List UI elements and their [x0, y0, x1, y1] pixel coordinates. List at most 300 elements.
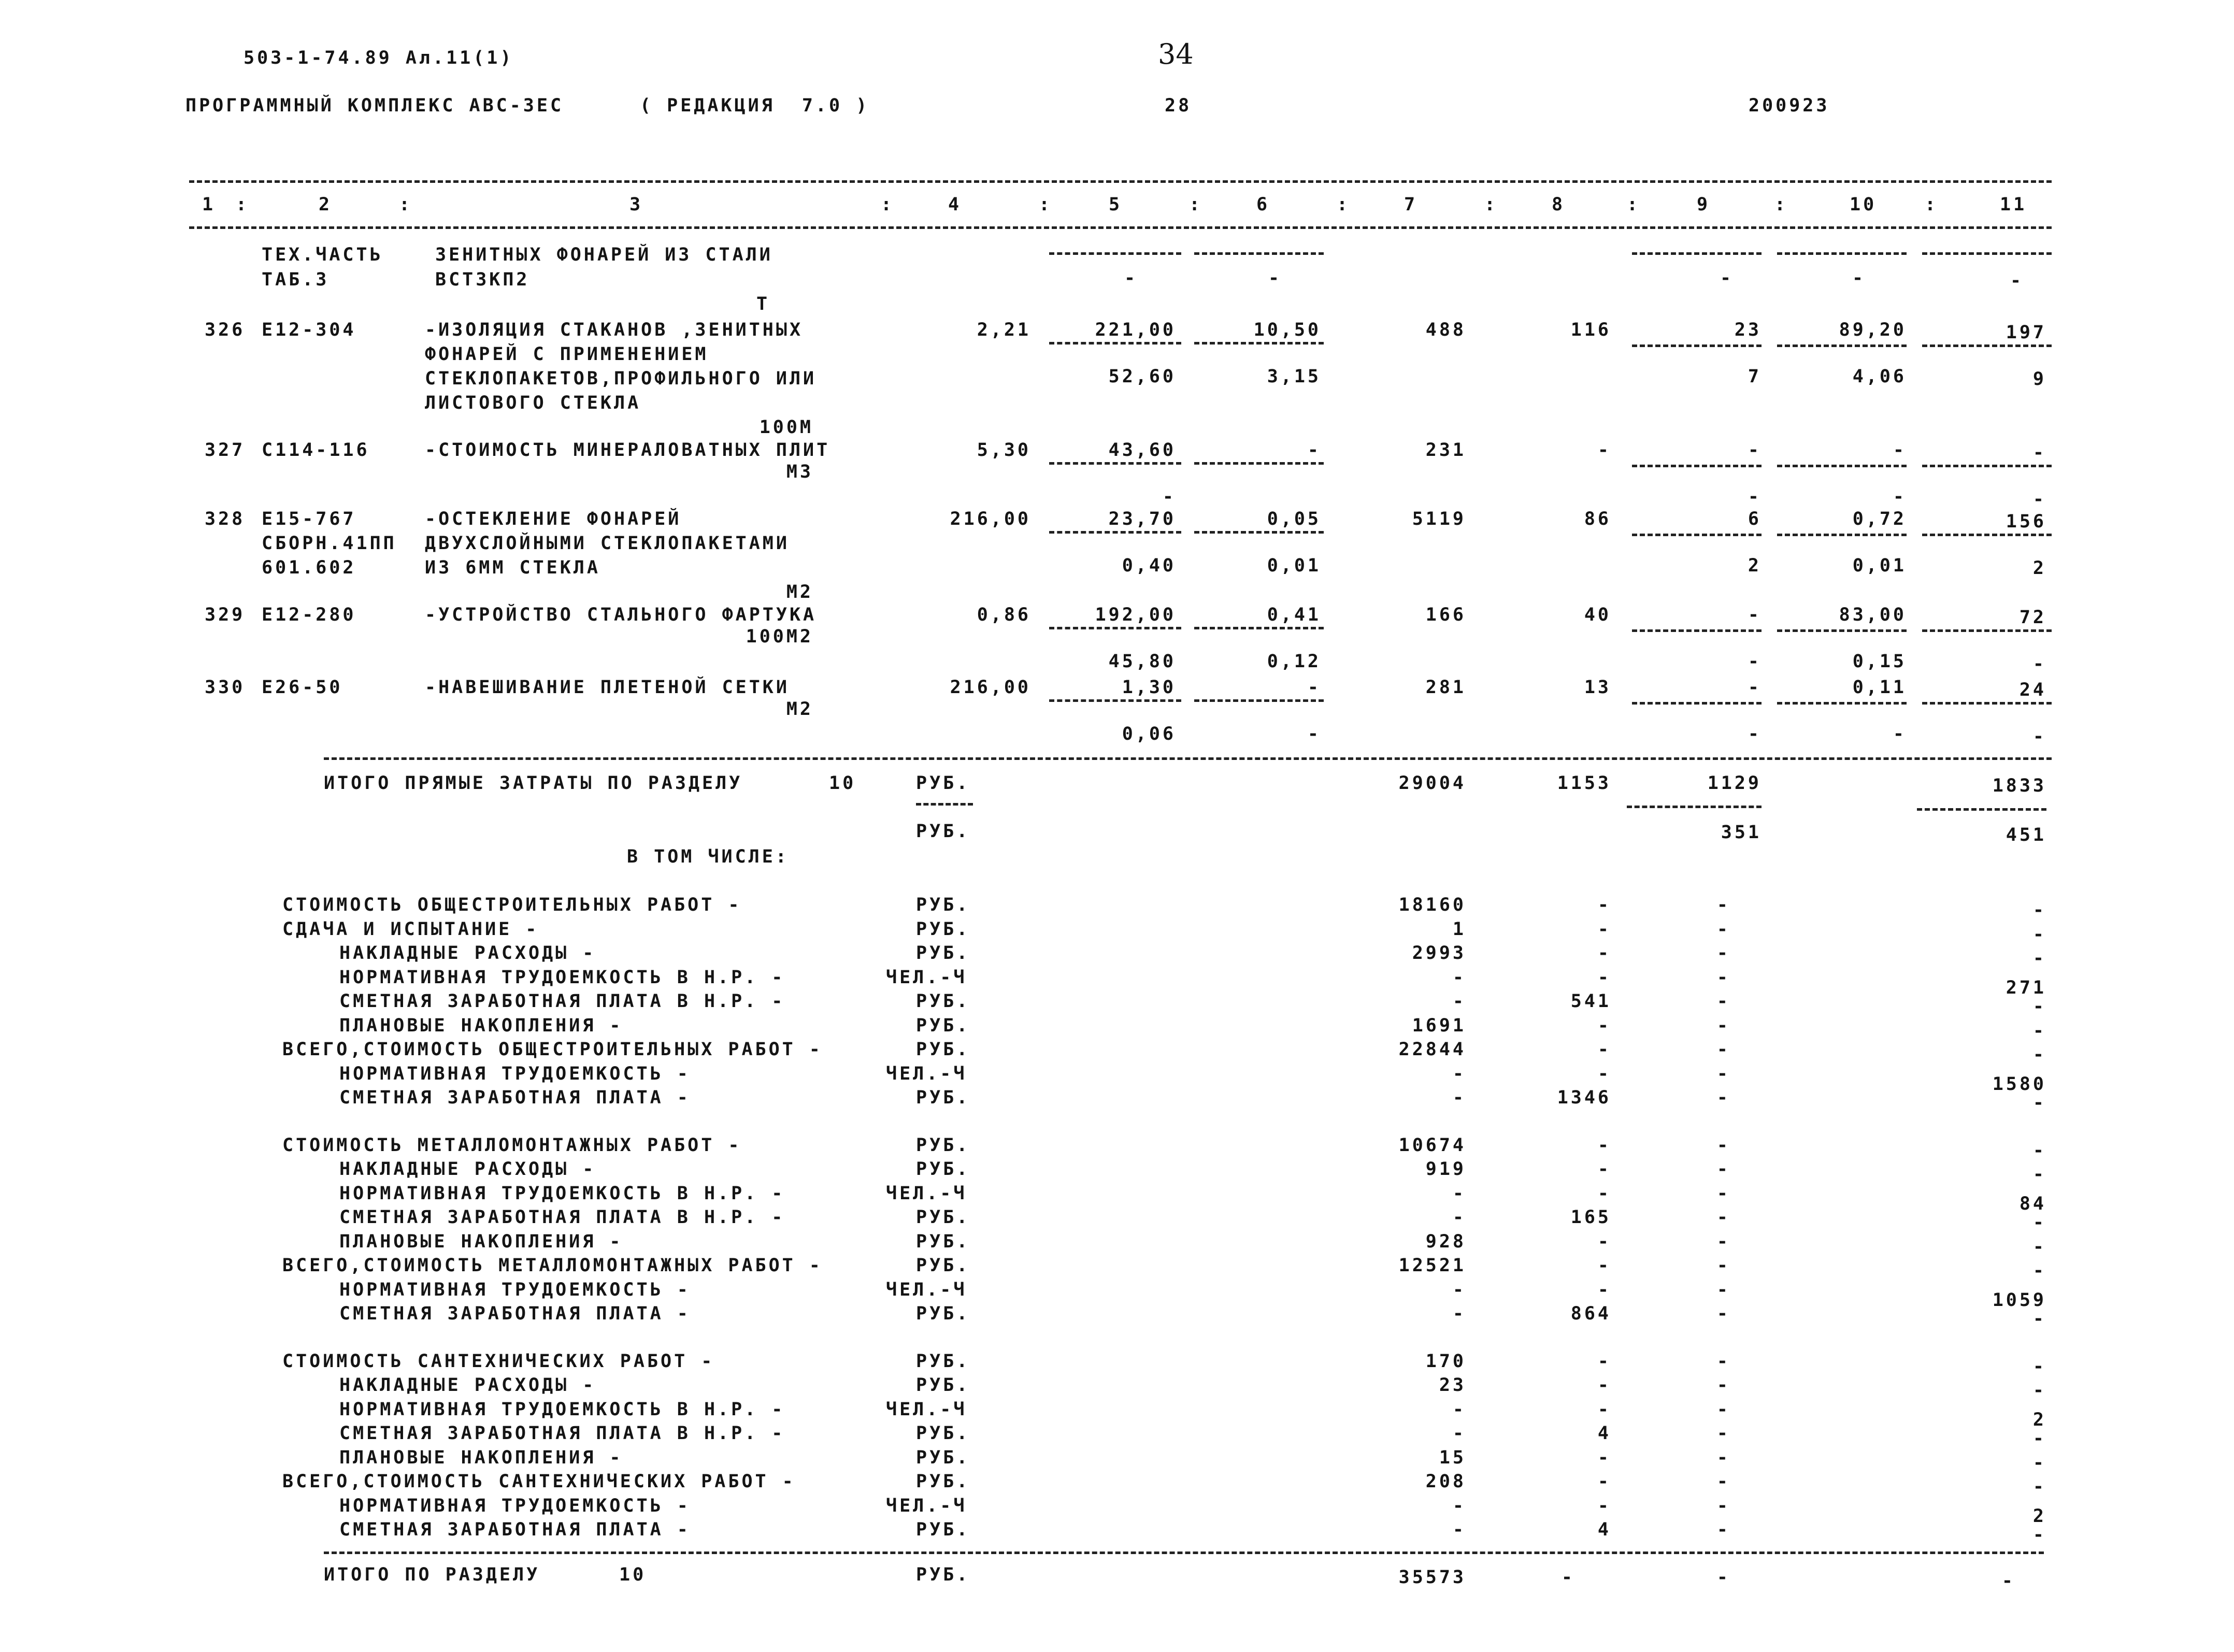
row-rule-6	[1194, 699, 1324, 702]
row-c11: 197	[2006, 322, 2046, 343]
row-number: 328	[205, 509, 246, 529]
row-c4: 0,86	[977, 605, 1031, 625]
breakdown-c8: 4	[1597, 1519, 1611, 1540]
breakdown-c9: -	[1716, 918, 1730, 940]
breakdown-c9: -	[1716, 1255, 1730, 1276]
direct-costs-c11: 1833	[1992, 775, 2046, 796]
column-separator: :	[1484, 194, 1498, 215]
breakdown-c11: 1580	[1992, 1073, 2046, 1095]
breakdown-c8: -	[1597, 1231, 1611, 1252]
row-rule-5	[1049, 342, 1181, 344]
breakdown-c8: -	[1597, 1447, 1611, 1468]
breakdown-label: ПЛАНОВЫЕ НАКОПЛЕНИЯ -	[339, 1447, 623, 1468]
row-rule-11	[1922, 702, 2052, 705]
breakdown-unit: РУБ.	[916, 1159, 970, 1180]
direct-costs-unit: РУБ.	[916, 773, 970, 794]
section-unit: Т	[756, 294, 770, 314]
breakdown-unit: РУБ.	[916, 1231, 970, 1252]
sec-rule-10	[1777, 252, 1907, 255]
row-rule-11	[1922, 629, 2052, 632]
breakdown-unit: РУБ.	[916, 895, 970, 915]
breakdown-c9: -	[1716, 943, 1730, 964]
breakdown-unit: ЧЕЛ.-Ч	[886, 967, 967, 988]
row-description: -СТОИМОСТЬ МИНЕРАЛОВАТНЫХ ПЛИТ	[425, 440, 830, 461]
breakdown-c7: 15	[1439, 1447, 1466, 1468]
row-c6-second: 0,01	[1267, 555, 1321, 576]
final-section: 10	[619, 1564, 647, 1585]
breakdown-unit: РУБ.	[916, 1087, 970, 1108]
breakdown-c8: -	[1597, 1351, 1611, 1372]
final-c9: -	[1716, 1567, 1730, 1588]
breakdown-label: НОРМАТИВНАЯ ТРУДОЕМКОСТЬ В Н.Р. -	[339, 1183, 785, 1204]
breakdown-unit: РУБ.	[916, 1303, 970, 1324]
direct-costs-c9: 1129	[1707, 773, 1762, 794]
breakdown-label: НОРМАТИВНАЯ ТРУДОЕМКОСТЬ -	[339, 1279, 691, 1300]
column-number-3: 3	[629, 194, 643, 215]
breakdown-unit: РУБ.	[916, 1519, 970, 1540]
row-c11-second: 9	[2032, 369, 2046, 390]
breakdown-c9: -	[1716, 1207, 1730, 1228]
breakdown-c7: -	[1452, 1063, 1466, 1084]
breakdown-c8: 1346	[1557, 1087, 1611, 1108]
row-c11-second: -	[2032, 726, 2046, 747]
breakdown-c9: -	[1716, 1134, 1730, 1156]
breakdown-label: СТОИМОСТЬ ОБЩЕСТРОИТЕЛЬНЫХ РАБОТ -	[282, 895, 742, 915]
rub-underline	[916, 803, 973, 806]
page-number: 34	[1158, 38, 1194, 70]
row-rule-6	[1194, 627, 1324, 629]
row-c5-second: 52,60	[1108, 366, 1176, 387]
breakdown-c7: -	[1452, 1303, 1466, 1324]
breakdown-unit: РУБ.	[916, 1255, 970, 1276]
row-rule-10	[1777, 534, 1907, 536]
row-c9-second: 2	[1748, 555, 1762, 576]
sec-rule-9	[1632, 252, 1762, 255]
breakdown-c11: -	[2032, 1044, 2046, 1065]
breakdown-c7: -	[1452, 1207, 1466, 1228]
section-desc-line2: ВСТЗКП2	[435, 269, 530, 290]
sec-rule-6	[1194, 252, 1324, 255]
breakdown-c11: -	[2032, 1356, 2046, 1377]
row-rule-6	[1194, 342, 1324, 344]
breakdown-label: НОРМАТИВНАЯ ТРУДОЕМКОСТЬ -	[339, 1063, 691, 1084]
row-rule-10	[1777, 702, 1907, 705]
breakdown-c11: 271	[2006, 977, 2046, 998]
breakdown-c9: -	[1716, 1423, 1730, 1444]
breakdown-c11: 2	[2032, 1505, 2046, 1527]
row-c5: 1,30	[1122, 677, 1176, 698]
breakdown-label: СТОИМОСТЬ САНТЕХНИЧЕСКИХ РАБОТ -	[282, 1351, 715, 1372]
column-separator: :	[1925, 194, 1939, 215]
row-rule-10	[1777, 465, 1907, 467]
breakdown-c9: -	[1716, 1063, 1730, 1084]
row-code: СБОРН.41ПП	[262, 533, 397, 554]
column-number-10: 10	[1850, 194, 1877, 215]
breakdown-c11: -	[2032, 1452, 2046, 1473]
row-number: 330	[205, 677, 246, 698]
row-rule-9	[1632, 702, 1762, 705]
breakdown-c9: -	[1716, 1471, 1730, 1492]
row-description: -УСТРОЙСТВО СТАЛЬНОГО ФАРТУКА	[425, 605, 817, 625]
breakdown-c9: -	[1716, 1495, 1730, 1516]
row-rule-11	[1922, 465, 2052, 467]
row-c11: 72	[2019, 607, 2046, 628]
totals-rule	[324, 757, 2052, 760]
row-rule-5	[1049, 531, 1181, 534]
breakdown-c8: -	[1597, 895, 1611, 915]
breakdown-c7: 22844	[1398, 1039, 1466, 1060]
row-c6: 0,41	[1267, 605, 1321, 625]
sheet-number: 28	[1165, 95, 1192, 116]
row-c10-second: 0,15	[1852, 651, 1907, 672]
row-rule-9	[1632, 534, 1762, 536]
final-unit: РУБ.	[916, 1564, 970, 1585]
row-number: 326	[205, 320, 246, 340]
doc-code: 503-1-74.89 Ал.11(1)	[244, 48, 514, 68]
top-rule	[189, 180, 2052, 183]
direct-costs-c8: 1153	[1557, 773, 1611, 794]
column-number-6: 6	[1256, 194, 1270, 215]
row-c6: -	[1307, 440, 1321, 461]
breakdown-c9: -	[1716, 1159, 1730, 1180]
section-desc-line1: ЗЕНИТНЫХ ФОНАРЕЙ ИЗ СТАЛИ	[435, 245, 773, 265]
row-c10-second: -	[1893, 724, 1907, 744]
breakdown-c11: -	[2032, 900, 2046, 921]
row-c10: 0,11	[1852, 677, 1907, 698]
breakdown-c11: -	[2032, 1140, 2046, 1161]
breakdown-c7: -	[1452, 1519, 1466, 1540]
breakdown-c7: 1691	[1412, 1015, 1466, 1036]
breakdown-unit: РУБ.	[916, 1039, 970, 1060]
row-c9: -	[1748, 440, 1762, 461]
breakdown-c7: -	[1452, 1495, 1466, 1516]
row-c8: 116	[1570, 320, 1611, 340]
row-c6: 10,50	[1253, 320, 1321, 340]
row-c10-second: 4,06	[1852, 366, 1907, 387]
breakdown-label: НАКЛАДНЫЕ РАСХОДЫ -	[339, 1375, 596, 1396]
program-edition: ( РЕДАКЦИЯ 7.0 )	[640, 95, 870, 116]
breakdown-unit: РУБ.	[916, 943, 970, 964]
row-c8: 13	[1584, 677, 1611, 698]
row-c7: 166	[1425, 605, 1466, 625]
final-label: ИТОГО ПО РАЗДЕЛУ	[324, 1564, 540, 1585]
column-separator: :	[1627, 194, 1641, 215]
row-c5-second: 45,80	[1108, 651, 1176, 672]
final-c8: -	[1561, 1567, 1575, 1588]
breakdown-c7: -	[1452, 1183, 1466, 1204]
breakdown-c7: 919	[1425, 1159, 1466, 1180]
section-c5: -	[1124, 268, 1138, 289]
row-c4: 2,21	[977, 320, 1031, 340]
section-ref-line2: ТАБ.3	[262, 269, 330, 290]
column-number-9: 9	[1697, 194, 1711, 215]
breakdown-c11: -	[2032, 1260, 2046, 1281]
row-rule-5	[1049, 627, 1181, 629]
breakdown-label: НАКЛАДНЫЕ РАСХОДЫ -	[339, 1159, 596, 1180]
breakdown-unit: РУБ.	[916, 1134, 970, 1156]
breakdown-unit: РУБ.	[916, 1015, 970, 1036]
section-ref-line1: ТЕХ.ЧАСТЬ	[262, 245, 383, 265]
breakdown-c11: -	[2032, 1309, 2046, 1329]
row-c8: 40	[1584, 605, 1611, 625]
row-c9: 6	[1748, 509, 1762, 529]
sec-rule-11	[1922, 252, 2052, 255]
row-c7: 281	[1425, 677, 1466, 698]
section-c6: -	[1268, 268, 1282, 289]
row-c9-second: 7	[1748, 366, 1762, 387]
column-number-8: 8	[1552, 194, 1566, 215]
breakdown-c11: -	[2032, 996, 2046, 1017]
row-c11: 156	[2006, 511, 2046, 532]
breakdown-unit: ЧЕЛ.-Ч	[886, 1063, 967, 1084]
breakdown-c8: -	[1597, 1015, 1611, 1036]
row-c4: 216,00	[950, 677, 1031, 698]
row-c11-second: -	[2032, 654, 2046, 674]
row-description: -ОСТЕКЛЕНИЕ ФОНАРЕЙ	[425, 509, 682, 529]
final-c11: -	[2001, 1571, 2015, 1591]
row-c5: 221,00	[1095, 320, 1176, 340]
breakdown-c7: -	[1452, 991, 1466, 1012]
breakdown-label: НАКЛАДНЫЕ РАСХОДЫ -	[339, 943, 596, 964]
breakdown-label: НОРМАТИВНАЯ ТРУДОЕМКОСТЬ -	[339, 1495, 691, 1516]
breakdown-c7: 12521	[1398, 1255, 1466, 1276]
breakdown-unit: РУБ.	[916, 1423, 970, 1444]
breakdown-c8: -	[1597, 1063, 1611, 1084]
breakdown-c9: -	[1716, 895, 1730, 915]
row-c9-second: -	[1748, 486, 1762, 507]
c11-underline	[1917, 808, 2046, 811]
breakdown-c8: 541	[1570, 991, 1611, 1012]
breakdown-c7: 10674	[1398, 1134, 1466, 1156]
column-number-2: 2	[319, 194, 333, 215]
breakdown-c11: -	[2032, 924, 2046, 945]
breakdown-unit: ЧЕЛ.-Ч	[886, 1495, 967, 1516]
breakdown-unit: ЧЕЛ.-Ч	[886, 1183, 967, 1204]
row-code: Е15-767	[262, 509, 356, 529]
breakdown-c11: -	[2032, 1212, 2046, 1233]
row-description: ДВУХСЛОЙНЫМИ СТЕКЛОПАКЕТАМИ	[425, 533, 790, 554]
header-rule	[189, 226, 2052, 229]
breakdown-label: СМЕТНАЯ ЗАРАБОТНАЯ ПЛАТА В Н.Р. -	[339, 991, 785, 1012]
breakdown-c9: -	[1716, 1279, 1730, 1300]
breakdown-label: ВСЕГО,СТОИМОСТЬ ОБЩЕСТРОИТЕЛЬНЫХ РАБОТ -	[282, 1039, 823, 1060]
direct-costs-label: ИТОГО ПРЯМЫЕ ЗАТРАТЫ ПО РАЗДЕЛУ	[324, 773, 743, 794]
breakdown-label: ПЛАНОВЫЕ НАКОПЛЕНИЯ -	[339, 1015, 623, 1036]
breakdown-label: НОРМАТИВНАЯ ТРУДОЕМКОСТЬ В Н.Р. -	[339, 1399, 785, 1420]
row-code: С114-116	[262, 440, 370, 461]
breakdown-c9: -	[1716, 1519, 1730, 1540]
row-unit: М2	[786, 582, 813, 602]
breakdown-c8: -	[1597, 1255, 1611, 1276]
row-c9-second: -	[1748, 651, 1762, 672]
program-name: ПРОГРАММНЫЙ КОМПЛЕКС АВС-ЗЕС	[185, 95, 564, 116]
row-code: 601.602	[262, 557, 356, 578]
breakdown-c7: -	[1452, 1279, 1466, 1300]
breakdown-label: ВСЕГО,СТОИМОСТЬ САНТЕХНИЧЕСКИХ РАБОТ -	[282, 1471, 796, 1492]
column-number-4: 4	[948, 194, 962, 215]
breakdown-c11: -	[2032, 1020, 2046, 1041]
breakdown-label: СМЕТНАЯ ЗАРАБОТНАЯ ПЛАТА В Н.Р. -	[339, 1207, 785, 1228]
row-c5-second: 0,40	[1122, 555, 1176, 576]
breakdown-c11: -	[2032, 1164, 2046, 1185]
row-unit: М2	[786, 699, 813, 720]
direct-costs-section: 10	[829, 773, 856, 794]
breakdown-label: СМЕТНАЯ ЗАРАБОТНАЯ ПЛАТА В Н.Р. -	[339, 1423, 785, 1444]
breakdown-c9: -	[1716, 1183, 1730, 1204]
row-rule-9	[1632, 465, 1762, 467]
final-rule	[324, 1552, 2044, 1554]
breakdown-c9: -	[1716, 991, 1730, 1012]
date-code: 200923	[1749, 95, 1830, 116]
breakdown-c11: -	[2032, 948, 2046, 969]
row-c4: 216,00	[950, 509, 1031, 529]
row-description: -ИЗОЛЯЦИЯ СТАКАНОВ ,ЗЕНИТНЫХ	[425, 320, 804, 340]
row-c6: -	[1307, 677, 1321, 698]
breakdown-c9: -	[1716, 1375, 1730, 1396]
c9-underline	[1627, 806, 1762, 808]
breakdown-unit: РУБ.	[916, 1375, 970, 1396]
breakdown-c8: -	[1597, 967, 1611, 988]
breakdown-c8: -	[1597, 1495, 1611, 1516]
row-c7: 488	[1425, 320, 1466, 340]
breakdown-c8: -	[1597, 918, 1611, 940]
row-description: ЛИСТОВОГО СТЕКЛА	[425, 393, 641, 413]
breakdown-c9: -	[1716, 1087, 1730, 1108]
row-c5-second: 0,06	[1122, 724, 1176, 744]
column-separator: :	[1774, 194, 1788, 215]
breakdown-label: СМЕТНАЯ ЗАРАБОТНАЯ ПЛАТА -	[339, 1303, 691, 1324]
row-description: ФОНАРЕЙ С ПРИМЕНЕНИЕМ	[425, 344, 709, 365]
row-c7: 231	[1425, 440, 1466, 461]
row-c11: 24	[2019, 680, 2046, 700]
row-number: 329	[205, 605, 246, 625]
column-number-11: 11	[2000, 194, 2027, 215]
row-c6-second: -	[1307, 724, 1321, 744]
breakdown-c7: -	[1452, 1399, 1466, 1420]
final-c7: 35573	[1398, 1567, 1466, 1588]
column-separator: :	[1039, 194, 1053, 215]
breakdown-c9: -	[1716, 1303, 1730, 1324]
section-c9: -	[1720, 268, 1734, 289]
row-description: СТЕКЛОПАКЕТОВ,ПРОФИЛЬНОГО ИЛИ	[425, 368, 817, 389]
breakdown-label: СДАЧА И ИСПЫТАНИЕ -	[282, 918, 539, 940]
row-c6: 0,05	[1267, 509, 1321, 529]
row-c4: 5,30	[977, 440, 1031, 461]
row-rule-5	[1049, 462, 1181, 465]
row-c11: -	[2032, 442, 2046, 463]
row-c6-second: 0,12	[1267, 651, 1321, 672]
breakdown-c11: -	[2032, 1525, 2046, 1545]
breakdown-c8: -	[1597, 1471, 1611, 1492]
breakdown-unit: РУБ.	[916, 991, 970, 1012]
breakdown-c7: -	[1452, 1087, 1466, 1108]
breakdown-c9: -	[1716, 1231, 1730, 1252]
breakdown-c8: -	[1597, 1039, 1611, 1060]
sec-rule-5	[1049, 252, 1181, 255]
row-rule-9	[1632, 344, 1762, 347]
breakdown-c7: 928	[1425, 1231, 1466, 1252]
row-c5: 43,60	[1108, 440, 1176, 461]
breakdown-unit: РУБ.	[916, 1447, 970, 1468]
breakdown-c11: -	[2032, 1380, 2046, 1401]
row-c5: 23,70	[1108, 509, 1176, 529]
row-description: -НАВЕШИВАНИЕ ПЛЕТЕНОЙ СЕТКИ	[425, 677, 790, 698]
row-rule-11	[1922, 344, 2052, 347]
breakdown-unit: РУБ.	[916, 1207, 970, 1228]
breakdown-c8: 165	[1570, 1207, 1611, 1228]
row-rule-10	[1777, 344, 1907, 347]
column-number-7: 7	[1404, 194, 1418, 215]
row-c10-second: -	[1893, 486, 1907, 507]
column-separator: :	[1189, 194, 1203, 215]
breakdown-c11: -	[2032, 1093, 2046, 1113]
row-c5: 192,00	[1095, 605, 1176, 625]
breakdown-c8: -	[1597, 1399, 1611, 1420]
breakdown-label: СМЕТНАЯ ЗАРАБОТНАЯ ПЛАТА -	[339, 1519, 691, 1540]
row-c8: -	[1597, 440, 1611, 461]
breakdown-unit: РУБ.	[916, 1471, 970, 1492]
breakdown-label: НОРМАТИВНАЯ ТРУДОЕМКОСТЬ В Н.Р. -	[339, 967, 785, 988]
direct-costs-c11b: 451	[2006, 825, 2046, 845]
including-label: В ТОМ ЧИСЛЕ:	[627, 846, 789, 867]
breakdown-c7: 2993	[1412, 943, 1466, 964]
row-unit: М3	[786, 462, 813, 482]
row-unit: 100М	[759, 417, 813, 438]
row-code: Е12-280	[262, 605, 356, 625]
row-c9: -	[1748, 605, 1762, 625]
row-rule-6	[1194, 531, 1324, 534]
direct-costs-c7: 29004	[1398, 773, 1466, 794]
breakdown-c8: 864	[1570, 1303, 1611, 1324]
row-c10: 83,00	[1839, 605, 1907, 625]
row-c10: 89,20	[1839, 320, 1907, 340]
row-rule-11	[1922, 534, 2052, 536]
column-number-5: 5	[1109, 194, 1123, 215]
breakdown-c11: 2	[2032, 1409, 2046, 1430]
row-c5-second: -	[1162, 486, 1176, 507]
direct-costs-unit-2: РУБ.	[916, 821, 970, 842]
row-c9-second: -	[1748, 724, 1762, 744]
row-c9: -	[1748, 677, 1762, 698]
breakdown-label: ВСЕГО,СТОИМОСТЬ МЕТАЛЛОМОНТАЖНЫХ РАБОТ -	[282, 1255, 823, 1276]
row-c8: 86	[1584, 509, 1611, 529]
breakdown-c9: -	[1716, 1351, 1730, 1372]
row-c9: 23	[1734, 320, 1762, 340]
direct-costs-c9b: 351	[1721, 822, 1762, 843]
breakdown-c9: -	[1716, 1015, 1730, 1036]
section-c11: -	[2010, 270, 2024, 291]
breakdown-c7: 1	[1452, 918, 1466, 940]
breakdown-c7: 208	[1425, 1471, 1466, 1492]
breakdown-c8: -	[1597, 1159, 1611, 1180]
column-separator: :	[236, 194, 250, 215]
breakdown-c8: -	[1597, 1134, 1611, 1156]
row-rule-9	[1632, 629, 1762, 632]
breakdown-c9: -	[1716, 1039, 1730, 1060]
breakdown-c7: 18160	[1398, 895, 1466, 915]
breakdown-c8: -	[1597, 943, 1611, 964]
row-rule-10	[1777, 629, 1907, 632]
breakdown-unit: РУБ.	[916, 1351, 970, 1372]
breakdown-c11: -	[2032, 1476, 2046, 1497]
breakdown-c7: 170	[1425, 1351, 1466, 1372]
breakdown-c7: -	[1452, 1423, 1466, 1444]
row-c11-second: 2	[2032, 558, 2046, 579]
breakdown-c7: -	[1452, 967, 1466, 988]
breakdown-unit: ЧЕЛ.-Ч	[886, 1279, 967, 1300]
row-c10-second: 0,01	[1852, 555, 1907, 576]
section-c10: -	[1852, 268, 1866, 289]
